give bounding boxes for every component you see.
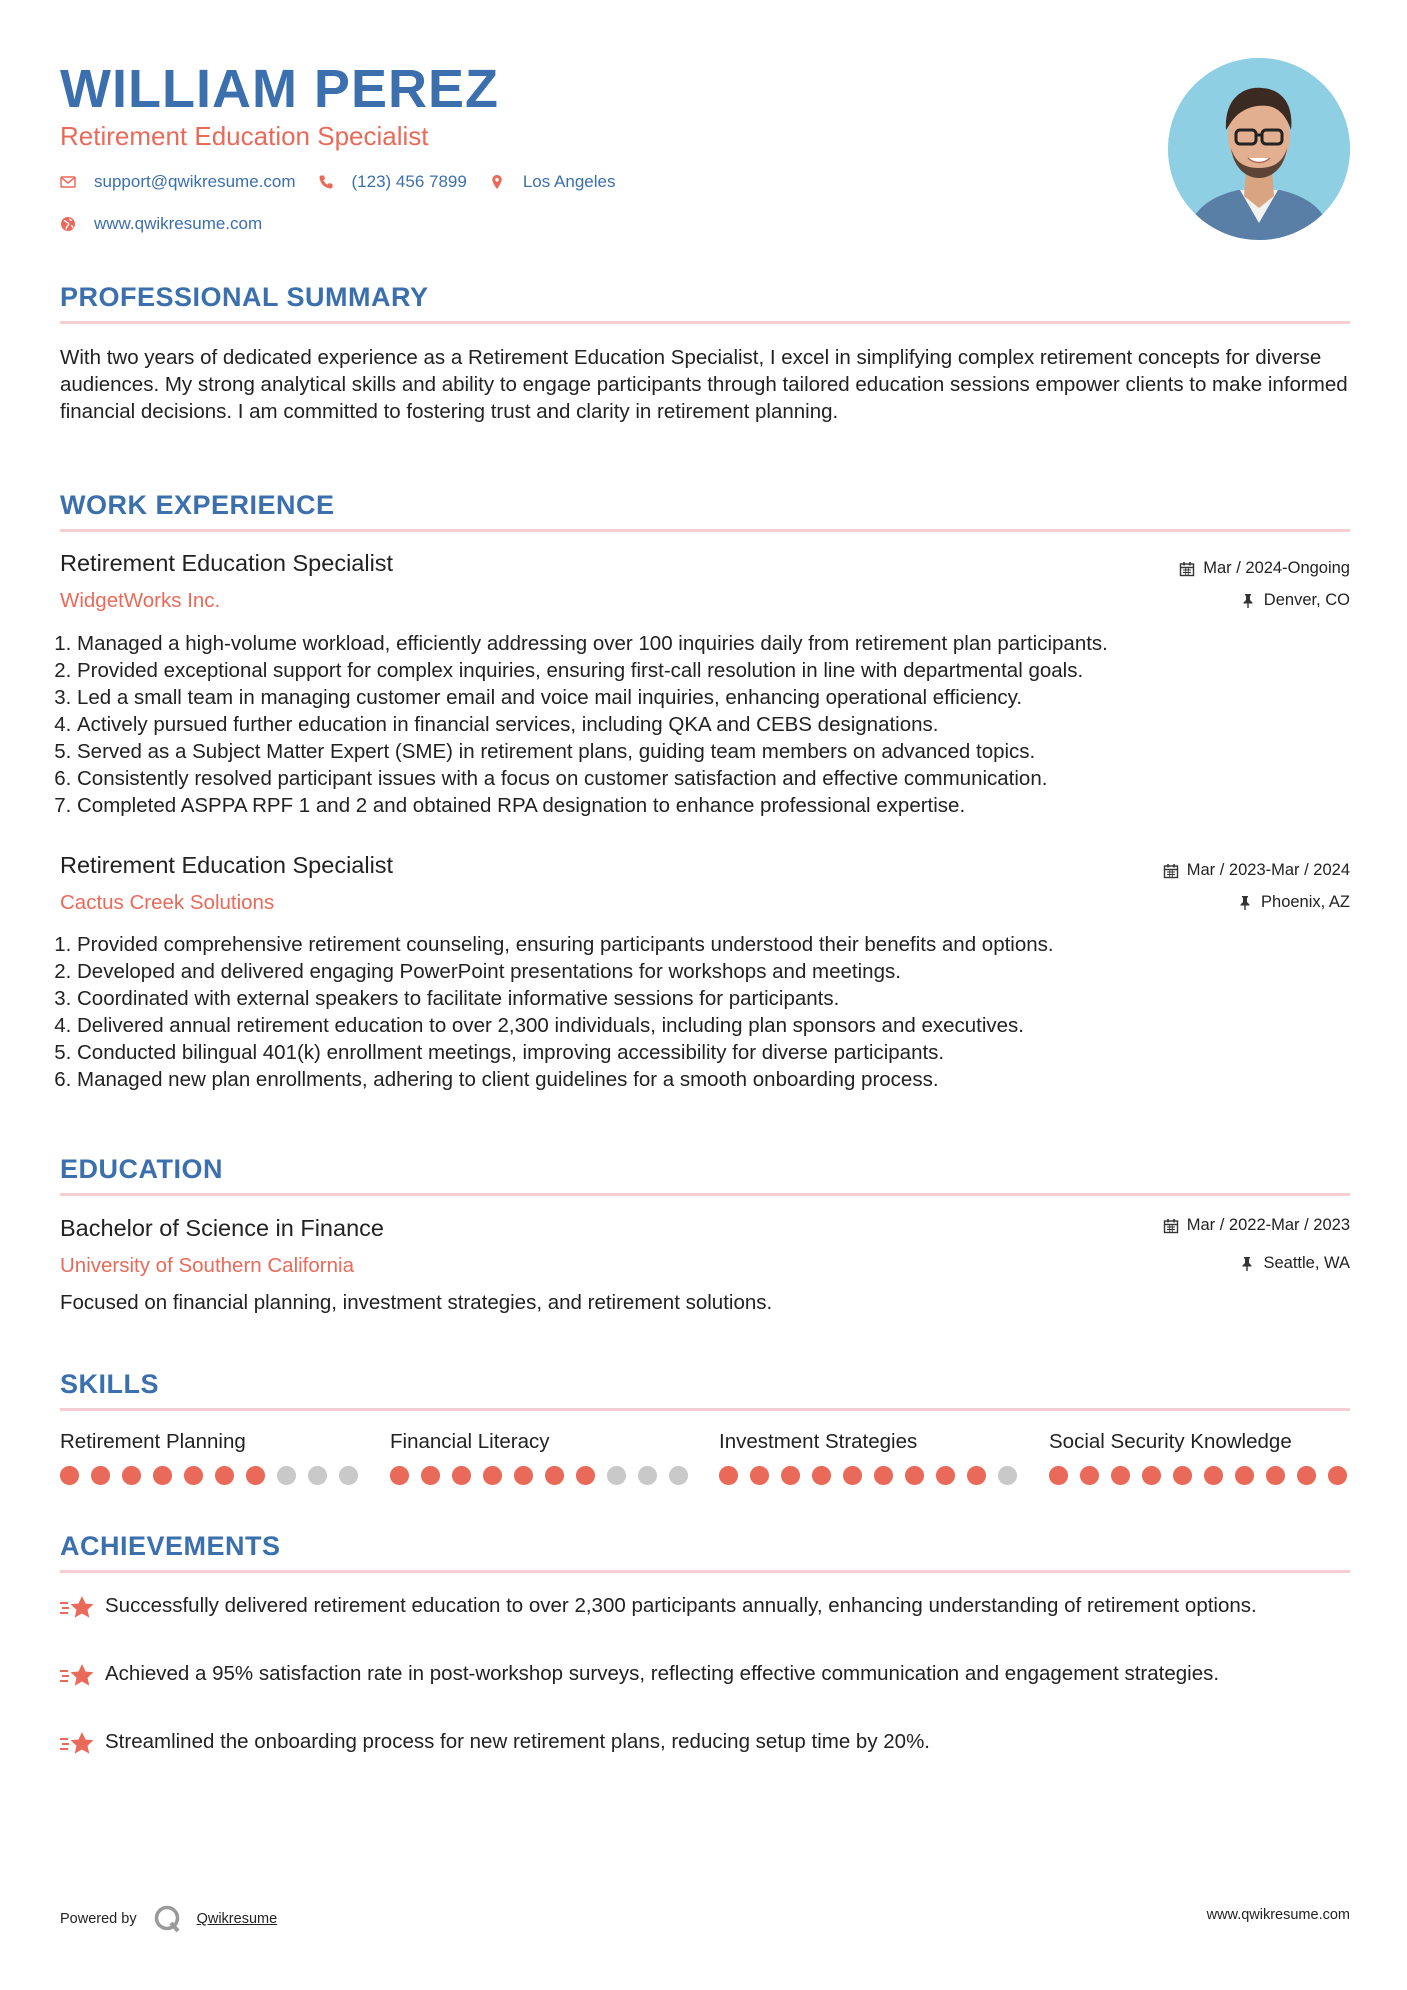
list-item: 2. Developed and delivered engaging PowerPoint presentations for workshops and meetings. [77, 958, 1350, 985]
profile-photo [1168, 58, 1350, 240]
skill-dot-empty [308, 1466, 327, 1485]
achievement-text: Successfully delivered retirement education to over 2,300 participants annually, enhancing understanding of retirement options. [105, 1594, 1257, 1617]
qwikresume-logo-icon [153, 1904, 183, 1934]
calendar-icon [1163, 863, 1179, 879]
section-title-summary: PROFESSIONAL SUMMARY [60, 282, 429, 312]
skill-dot-filled [91, 1466, 110, 1485]
candidate-name: WILLIAM PEREZ [60, 59, 499, 119]
skill-dot-empty [277, 1466, 296, 1485]
job-location [1237, 893, 1350, 912]
section-divider [60, 529, 1350, 532]
section-title-experience: WORK EXPERIENCE [60, 490, 335, 520]
footer-brand-link[interactable]: Qwikresume [196, 1911, 278, 1927]
job-location-text: Denver, CO [1263, 591, 1350, 609]
achievement-item [60, 1660, 1350, 1690]
company-name: WidgetWorks Inc. [60, 589, 221, 612]
list-item: 4. Actively pursued further education in financial services, including QKA and CEBS designations. [77, 711, 1350, 738]
footer-powered-by [60, 1904, 277, 1934]
company-name: Cactus Creek Solutions [60, 891, 275, 914]
globe-icon [60, 216, 76, 232]
skill-dot-filled [967, 1466, 986, 1485]
calendar-icon [1163, 1218, 1179, 1234]
skill-name: Investment Strategies [719, 1430, 918, 1453]
skill-dot-filled [390, 1466, 409, 1485]
achievement-item [60, 1592, 1350, 1622]
skill-dot-filled [1235, 1466, 1254, 1485]
list-item: 1. Managed a high-volume workload, efficiently addressing over 100 inquiries daily from retirement plan participants. [77, 630, 1350, 657]
education-description: Focused on financial planning, investment strategies, and retirement solutions. [60, 1291, 773, 1314]
skill-dot-filled [1173, 1466, 1192, 1485]
calendar-icon [1179, 561, 1195, 577]
skill-dot-filled [514, 1466, 533, 1485]
skill-dot-filled [1266, 1466, 1285, 1485]
map-pin-icon [489, 174, 505, 190]
education-location-text: Seattle, WA [1263, 1254, 1350, 1272]
job-title: Retirement Education Specialist [60, 550, 394, 576]
envelope-icon [60, 174, 76, 190]
skill-name: Social Security Knowledge [1049, 1430, 1292, 1453]
skill-dot-filled [421, 1466, 440, 1485]
contact-location [489, 172, 616, 192]
list-item: 4. Delivered annual retirement education to over 2,300 individuals, including plan sponsors and executives. [77, 1012, 1350, 1039]
contact-row-2 [60, 214, 284, 234]
skill-dot-filled [184, 1466, 203, 1485]
skill-item [719, 1430, 1019, 1485]
list-item: 5. Conducted bilingual 401(k) enrollment meetings, improving accessibility for diverse participants. [77, 1039, 1350, 1066]
phone-icon [318, 174, 334, 190]
skill-dot-filled [1297, 1466, 1316, 1485]
skill-dot-empty [998, 1466, 1017, 1485]
achievement-item [60, 1728, 1350, 1758]
skill-dot-filled [1204, 1466, 1223, 1485]
phone-text: (123) 456 7899 [351, 172, 467, 191]
job-location [1240, 591, 1350, 610]
powered-by-label: Powered by [60, 1911, 137, 1927]
location-text: Los Angeles [522, 172, 616, 191]
skill-dot-filled [452, 1466, 471, 1485]
education-dates-text: Mar / 2022-Mar / 2023 [1186, 1216, 1350, 1234]
education-location [1239, 1254, 1350, 1273]
degree-title: Bachelor of Science in Finance [60, 1215, 384, 1241]
skill-dot-filled [545, 1466, 564, 1485]
list-item: 2. Provided exceptional support for complex inquiries, ensuring first-call resolution in line with departmental goals. [77, 657, 1350, 684]
contact-website[interactable] [60, 214, 262, 234]
contact-row [60, 172, 637, 192]
section-divider [60, 1570, 1350, 1573]
skill-dot-empty [638, 1466, 657, 1485]
education-dates [1163, 1216, 1350, 1235]
list-item: 5. Served as a Subject Matter Expert (SME) in retirement plans, guiding team members on advanced topics. [77, 738, 1350, 765]
achievement-text: Achieved a 95% satisfaction rate in post-workshop surveys, reflecting effective communication and engagement strategies. [105, 1662, 1220, 1685]
pushpin-icon [1237, 895, 1253, 911]
skill-dot-filled [1049, 1466, 1068, 1485]
skill-dot-filled [812, 1466, 831, 1485]
section-divider [60, 1193, 1350, 1196]
candidate-title: Retirement Education Specialist [60, 121, 429, 151]
skill-dot-filled [781, 1466, 800, 1485]
section-divider [60, 1408, 1350, 1411]
list-item: 1. Provided comprehensive retirement counseling, ensuring participants understood their benefits and options. [77, 931, 1350, 958]
job-dates [1179, 559, 1350, 578]
skill-item [1049, 1430, 1349, 1485]
footer-website[interactable]: www.qwikresume.com [1206, 1907, 1350, 1923]
job-title: Retirement Education Specialist [60, 852, 394, 878]
skill-dot-filled [122, 1466, 141, 1485]
section-title-achievements: ACHIEVEMENTS [60, 1531, 281, 1561]
summary-text: With two years of dedicated experience as a Retirement Education Specialist, I excel in simplifying complex retirement concepts for diverse audiences. My strong analytical skills and ability to engage participants through tailored education sessions empower clients to make informed financial decisions. I am committed to fostering trust and clarity in retirement planning. [60, 346, 1348, 423]
contact-email[interactable] [60, 172, 296, 192]
skill-dot-filled [750, 1466, 769, 1485]
skill-dot-filled [215, 1466, 234, 1485]
section-title-skills: SKILLS [60, 1369, 160, 1399]
skill-dot-filled [1328, 1466, 1347, 1485]
list-item: 7. Completed ASPPA RPF 1 and 2 and obtained RPA designation to enhance professional expertise. [77, 792, 1350, 819]
skill-name: Retirement Planning [60, 1430, 246, 1453]
job-dates-text: Mar / 2023-Mar / 2024 [1186, 861, 1350, 879]
website-text: www.qwikresume.com [94, 214, 263, 233]
skill-rating [390, 1466, 690, 1485]
job-dates-text: Mar / 2024-Ongoing [1203, 559, 1350, 577]
list-item: 6. Managed new plan enrollments, adhering to client guidelines for a smooth onboarding process. [77, 1066, 1350, 1093]
job-location-text: Phoenix, AZ [1261, 893, 1350, 911]
skill-item [390, 1430, 690, 1485]
skill-dot-filled [483, 1466, 502, 1485]
school-name: University of Southern California [60, 1254, 354, 1277]
skill-dot-empty [607, 1466, 626, 1485]
contact-phone[interactable] [318, 172, 467, 192]
skill-rating [719, 1466, 1019, 1485]
skill-name: Financial Literacy [390, 1430, 550, 1453]
email-text: support@qwikresume.com [94, 172, 296, 191]
skill-dot-filled [936, 1466, 955, 1485]
achievement-text: Streamlined the onboarding process for new retirement plans, reducing setup time by 20%. [105, 1730, 931, 1753]
star-award-icon [60, 1662, 96, 1690]
job-bullets [60, 931, 1350, 1093]
list-item: 3. Led a small team in managing customer email and voice mail inquiries, enhancing operational efficiency. [77, 684, 1350, 711]
star-award-icon [60, 1730, 96, 1758]
skill-rating [1049, 1466, 1349, 1485]
star-award-icon [60, 1594, 96, 1622]
skill-dot-filled [843, 1466, 862, 1485]
list-item: 3. Coordinated with external speakers to facilitate informative sessions for participants. [77, 985, 1350, 1012]
job-bullets [60, 630, 1350, 819]
skill-dot-filled [1142, 1466, 1161, 1485]
section-title-education: EDUCATION [60, 1154, 223, 1184]
skill-dot-empty [339, 1466, 358, 1485]
skill-dot-filled [905, 1466, 924, 1485]
skill-dot-filled [576, 1466, 595, 1485]
skill-dot-filled [246, 1466, 265, 1485]
skill-dot-filled [1080, 1466, 1099, 1485]
list-item: 6. Consistently resolved participant issues with a focus on customer satisfaction and effective communication. [77, 765, 1350, 792]
skill-rating [60, 1466, 360, 1485]
skill-dot-filled [153, 1466, 172, 1485]
skill-dot-filled [874, 1466, 893, 1485]
job-dates [1163, 861, 1350, 880]
profile-photo-illustration [1168, 58, 1350, 240]
skill-dot-filled [1111, 1466, 1130, 1485]
skill-dot-filled [60, 1466, 79, 1485]
pushpin-icon [1240, 593, 1256, 609]
skill-dot-filled [719, 1466, 738, 1485]
skill-item [60, 1430, 360, 1485]
skill-dot-empty [669, 1466, 688, 1485]
pushpin-icon [1239, 1256, 1255, 1272]
section-divider [60, 321, 1350, 324]
